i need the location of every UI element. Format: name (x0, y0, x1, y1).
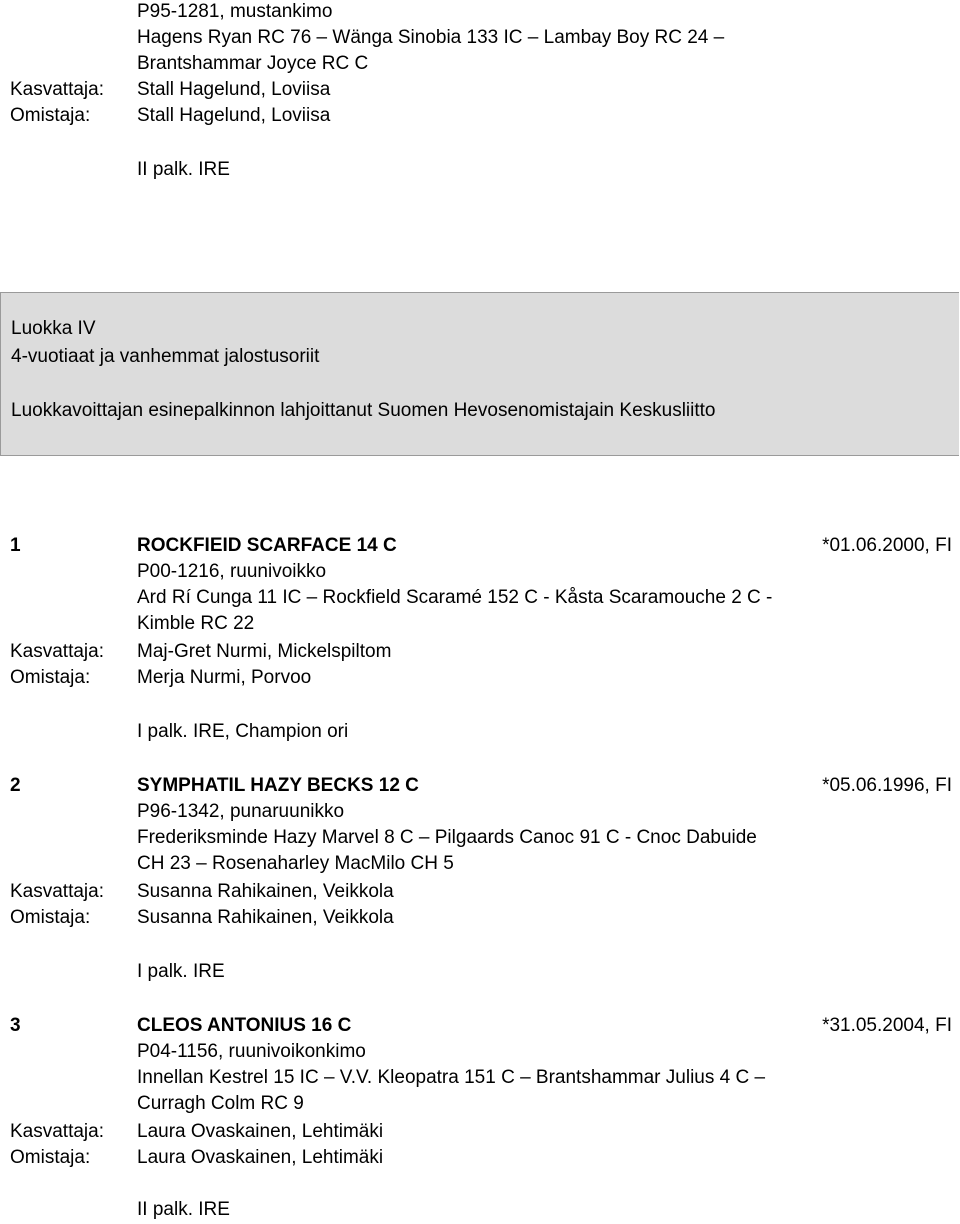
registration-line: P95-1281, mustankimo (137, 1, 333, 22)
registration-line: P04-1156, ruunivoikonkimo (137, 1041, 366, 1062)
owner-label: Omistaja: (10, 667, 91, 688)
breeder-label: Kasvattaja: (10, 1121, 104, 1142)
award-line: I palk. IRE, Champion ori (137, 721, 349, 742)
horse-name: ROCKFIEID SCARFACE 14 C (137, 535, 397, 556)
pedigree-line: Innellan Kestrel 15 IC – V.V. Kleopatra 151 C – Brantshammar Julius 4 C – (137, 1067, 766, 1088)
owner-value: Laura Ovaskainen, Lehtimäki (137, 1147, 384, 1168)
horse-name: CLEOS ANTONIUS 16 C (137, 1015, 352, 1036)
owner-value: Merja Nurmi, Porvoo (137, 667, 312, 688)
registration-line: P00-1216, ruunivoikko (137, 561, 327, 582)
breeder-value: Stall Hagelund, Loviisa (137, 79, 331, 100)
entry-rank: 1 (10, 535, 21, 556)
class-sponsor: Luokkavoittajan esinepalkinnon lahjoittanut Suomen Hevosenomistajain Keskusliitto (11, 400, 716, 421)
breeder-label: Kasvattaja: (10, 641, 104, 662)
breeder-value: Laura Ovaskainen, Lehtimäki (137, 1121, 384, 1142)
breeder-label: Kasvattaja: (10, 881, 104, 902)
pedigree-line: Curragh Colm RC 9 (137, 1093, 304, 1114)
owner-value: Stall Hagelund, Loviisa (137, 105, 331, 126)
registration-line: P96-1342, punaruunikko (137, 801, 345, 822)
pedigree-line: Kimble RC 22 (137, 613, 255, 634)
owner-label: Omistaja: (10, 907, 91, 928)
owner-value: Susanna Rahikainen, Veikkola (137, 907, 394, 928)
pedigree-line: Ard Rí Cunga 11 IC – Rockfield Scaramé 152 C - Kåsta Scaramouche 2 C - (137, 587, 773, 608)
award-line: II palk. IRE (137, 159, 230, 180)
birth-date: *01.06.2000, FI (822, 535, 952, 556)
pedigree-line: Brantshammar Joyce RC C (137, 53, 369, 74)
pedigree-line: Frederiksminde Hazy Marvel 8 C – Pilgaards Canoc 91 C - Cnoc Dabuide (137, 827, 757, 848)
pedigree-line: Hagens Ryan RC 76 – Wänga Sinobia 133 IC – Lambay Boy RC 24 – (137, 27, 725, 48)
award-line: II palk. IRE (137, 1199, 230, 1220)
class-header-box (0, 292, 959, 456)
pedigree-line: CH 23 – Rosenaharley MacMilo CH 5 (137, 853, 454, 874)
class-subtitle: 4-vuotiaat ja vanhemmat jalostusoriit (11, 346, 320, 367)
entry-rank: 3 (10, 1015, 21, 1036)
owner-label: Omistaja: (10, 105, 91, 126)
award-line: I palk. IRE (137, 961, 225, 982)
breeder-value: Maj-Gret Nurmi, Mickelspiltom (137, 641, 392, 662)
owner-label: Omistaja: (10, 1147, 91, 1168)
class-title: Luokka IV (11, 318, 96, 339)
breeder-label: Kasvattaja: (10, 79, 104, 100)
birth-date: *31.05.2004, FI (822, 1015, 952, 1036)
horse-name: SYMPHATIL HAZY BECKS 12 C (137, 775, 419, 796)
breeder-value: Susanna Rahikainen, Veikkola (137, 881, 394, 902)
birth-date: *05.06.1996, FI (822, 775, 952, 796)
entry-rank: 2 (10, 775, 21, 796)
